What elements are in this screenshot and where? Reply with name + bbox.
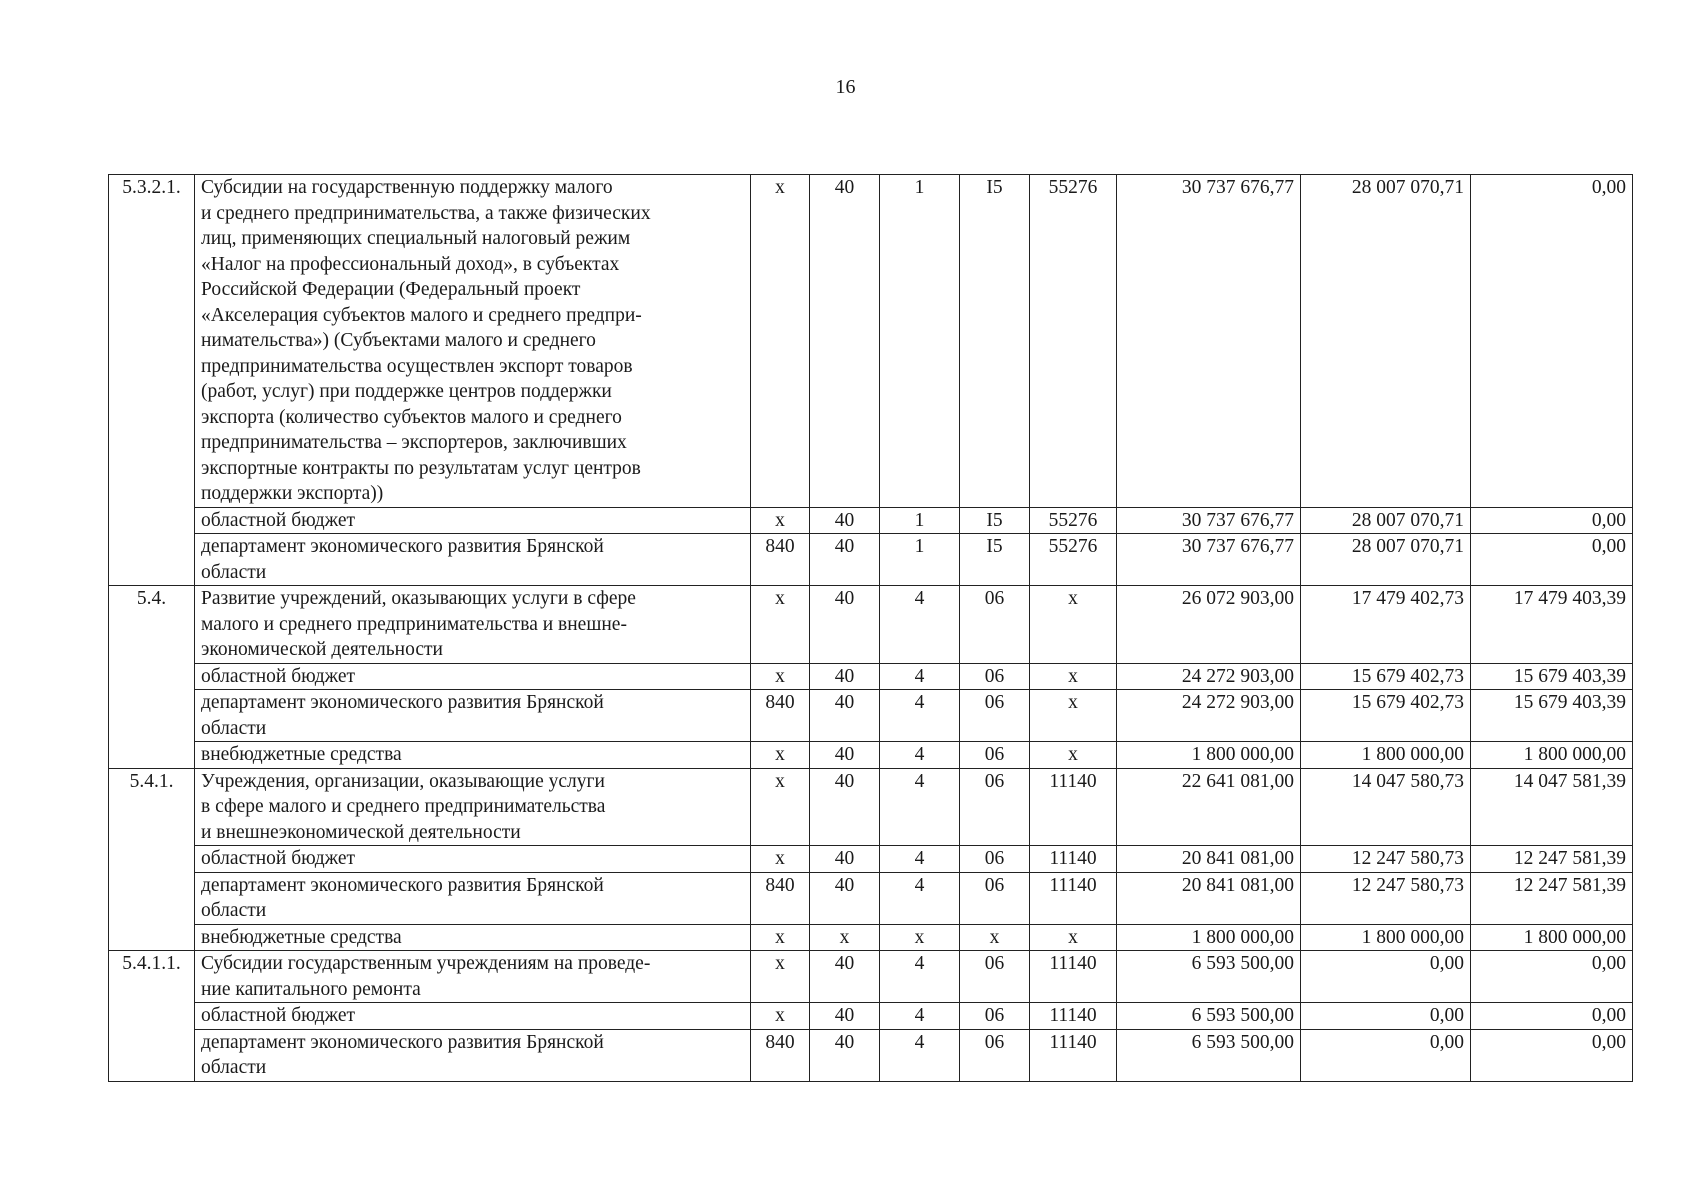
classifier-c2: 40 (810, 768, 880, 846)
amount-v2: 0,00 (1301, 1029, 1471, 1081)
classifier-c1: х (751, 924, 810, 951)
row-name (195, 1003, 751, 1030)
row-name-line: лиц, применяющих специальный налоговый режим (201, 228, 631, 249)
row-code: 5.4.1.1. (109, 951, 195, 1082)
row-name (195, 951, 751, 1003)
row-name-line: «Налог на профессиональный доход», в субъектах (201, 253, 620, 275)
amount-v3: 17 479 403,39 (1471, 586, 1633, 664)
table-row (109, 586, 1633, 664)
classifier-c2: 40 (810, 175, 880, 508)
row-name-line: экономической деятельности (201, 639, 443, 660)
row-name (195, 586, 751, 664)
classifier-c3: 4 (880, 742, 960, 769)
amount-v1: 22 641 081,00 (1117, 768, 1301, 846)
classifier-c1: 840 (751, 1029, 810, 1081)
row-name (195, 846, 751, 873)
classifier-c3: 1 (880, 175, 960, 508)
row-code: 5.4. (109, 586, 195, 769)
classifier-c3: 1 (880, 534, 960, 586)
classifier-c1: х (751, 951, 810, 1003)
row-name-line: областной бюджет (201, 665, 356, 687)
row-name-line: экспорта (количество субъектов малого и среднего (201, 406, 622, 428)
amount-v3: 0,00 (1471, 951, 1633, 1003)
classifier-c3: 4 (880, 690, 960, 742)
table-row (109, 742, 1633, 769)
amount-v2: 28 007 070,71 (1301, 507, 1471, 534)
classifier-c1: 840 (751, 534, 810, 586)
amount-v1: 6 593 500,00 (1117, 951, 1301, 1003)
row-name-line: области (201, 900, 267, 921)
amount-v3: 0,00 (1471, 1003, 1633, 1030)
classifier-c3: 4 (880, 768, 960, 846)
row-name-line: департамент экономического развития Брянской (201, 1031, 604, 1053)
amount-v1: 1 800 000,00 (1117, 924, 1301, 951)
row-name-line: предпринимательства – экспортеров, заключивших (201, 432, 627, 453)
amount-v3: 0,00 (1471, 175, 1633, 508)
classifier-c3: 4 (880, 872, 960, 924)
amount-v2: 1 800 000,00 (1301, 924, 1471, 951)
row-name-line: (работ, услуг) при поддержке центров поддержки (201, 381, 612, 402)
table-row (109, 768, 1633, 846)
amount-v3: 0,00 (1471, 534, 1633, 586)
row-name-line: Российской Федерации (Федеральный проект (201, 279, 581, 300)
classifier-c5: х (1030, 742, 1117, 769)
amount-v2: 0,00 (1301, 951, 1471, 1003)
budget-table-body (109, 175, 1633, 1082)
classifier-c3: 4 (880, 1029, 960, 1081)
classifier-c4: 06 (960, 846, 1030, 873)
classifier-c1: х (751, 1003, 810, 1030)
classifier-c5: 11140 (1030, 768, 1117, 846)
amount-v2: 15 679 402,73 (1301, 690, 1471, 742)
amount-v2: 15 679 402,73 (1301, 663, 1471, 690)
row-name-line: области (201, 1057, 267, 1078)
amount-v3: 0,00 (1471, 1029, 1633, 1081)
amount-v2: 0,00 (1301, 1003, 1471, 1030)
amount-v2: 14 047 580,73 (1301, 768, 1471, 846)
table-row (109, 690, 1633, 742)
row-name-line: области (201, 717, 267, 739)
row-name-line: ние капитального ремонта (201, 978, 421, 1000)
classifier-c1: х (751, 175, 810, 508)
row-name (195, 690, 751, 742)
row-name-line: поддержки экспорта)) (201, 483, 384, 504)
row-name-line: Субсидии на государственную поддержку малого (201, 177, 613, 198)
classifier-c4: 06 (960, 663, 1030, 690)
classifier-c2: 40 (810, 846, 880, 873)
table-row (109, 175, 1633, 508)
classifier-c4: 06 (960, 872, 1030, 924)
row-name-line: малого и среднего предпринимательства и внешне- (201, 613, 627, 635)
row-name-line: областной бюджет (201, 1005, 356, 1026)
classifier-c2: 40 (810, 507, 880, 534)
amount-v1: 6 593 500,00 (1117, 1029, 1301, 1081)
row-name-line: и среднего предпринимательства, а также физических (201, 202, 651, 224)
classifier-c4: 06 (960, 690, 1030, 742)
classifier-c4: I5 (960, 534, 1030, 586)
classifier-c3: 4 (880, 586, 960, 664)
table-row (109, 872, 1633, 924)
classifier-c1: х (751, 507, 810, 534)
row-name (195, 1029, 751, 1081)
table-row (109, 951, 1633, 1003)
row-name-line: «Акселерация субъектов малого и среднего предпри- (201, 304, 642, 326)
amount-v3: 12 247 581,39 (1471, 846, 1633, 873)
amount-v2: 12 247 580,73 (1301, 846, 1471, 873)
amount-v3: 14 047 581,39 (1471, 768, 1633, 846)
amount-v1: 30 737 676,77 (1117, 175, 1301, 508)
classifier-c5: 11140 (1030, 951, 1117, 1003)
classifier-c4: 06 (960, 1029, 1030, 1081)
row-name-line: экспортные контракты по результатам услуг центров (201, 457, 641, 479)
classifier-c1: х (751, 742, 810, 769)
row-name-line: областной бюджет (201, 848, 356, 869)
row-name (195, 663, 751, 690)
table-row (109, 534, 1633, 586)
row-name-line: областной бюджет (201, 509, 356, 531)
amount-v1: 26 072 903,00 (1117, 586, 1301, 664)
classifier-c1: х (751, 663, 810, 690)
amount-v3: 15 679 403,39 (1471, 690, 1633, 742)
classifier-c1: х (751, 768, 810, 846)
classifier-c1: 840 (751, 872, 810, 924)
classifier-c1: 840 (751, 690, 810, 742)
classifier-c5: 11140 (1030, 1003, 1117, 1030)
classifier-c4: 06 (960, 951, 1030, 1003)
amount-v1: 6 593 500,00 (1117, 1003, 1301, 1030)
row-name-line: внебюджетные средства (201, 744, 402, 765)
classifier-c3: 4 (880, 951, 960, 1003)
row-name-line: Развитие учреждений, оказывающих услуги в сфере (201, 588, 636, 609)
classifier-c4: 06 (960, 742, 1030, 769)
classifier-c4: х (960, 924, 1030, 951)
table-row (109, 1029, 1633, 1081)
classifier-c5: х (1030, 924, 1117, 951)
amount-v1: 20 841 081,00 (1117, 872, 1301, 924)
row-name-line: в сфере малого и среднего предпринимательства (201, 796, 606, 817)
amount-v1: 24 272 903,00 (1117, 663, 1301, 690)
amount-v1: 30 737 676,77 (1117, 507, 1301, 534)
row-name (195, 507, 751, 534)
row-name-line: Учреждения, организации, оказывающие услуги (201, 770, 605, 792)
classifier-c5: 11140 (1030, 1029, 1117, 1081)
classifier-c4: I5 (960, 175, 1030, 508)
classifier-c4: 06 (960, 768, 1030, 846)
row-name-line: предпринимательства осуществлен экспорт товаров (201, 355, 633, 377)
classifier-c2: 40 (810, 586, 880, 664)
classifier-c5: х (1030, 586, 1117, 664)
amount-v1: 24 272 903,00 (1117, 690, 1301, 742)
classifier-c2: х (810, 924, 880, 951)
row-name-line: Субсидии государственным учреждениям на проведе- (201, 953, 651, 974)
classifier-c2: 40 (810, 663, 880, 690)
row-name-line: департамент экономического развития Брянской (201, 692, 604, 713)
classifier-c4: I5 (960, 507, 1030, 534)
classifier-c5: 55276 (1030, 507, 1117, 534)
classifier-c3: х (880, 924, 960, 951)
classifier-c5: 55276 (1030, 534, 1117, 586)
classifier-c5: х (1030, 663, 1117, 690)
row-name-line: и внешнеэкономической деятельности (201, 821, 521, 843)
amount-v1: 20 841 081,00 (1117, 846, 1301, 873)
classifier-c1: х (751, 846, 810, 873)
row-name-line: области (201, 561, 267, 583)
amount-v3: 12 247 581,39 (1471, 872, 1633, 924)
amount-v1: 30 737 676,77 (1117, 534, 1301, 586)
classifier-c2: 40 (810, 1003, 880, 1030)
row-name-line: нимательства») (Субъектами малого и среднего (201, 330, 596, 351)
classifier-c5: х (1030, 690, 1117, 742)
row-name (195, 924, 751, 951)
classifier-c2: 40 (810, 690, 880, 742)
amount-v1: 1 800 000,00 (1117, 742, 1301, 769)
classifier-c4: 06 (960, 586, 1030, 664)
amount-v2: 28 007 070,71 (1301, 175, 1471, 508)
classifier-c2: 40 (810, 534, 880, 586)
classifier-c2: 40 (810, 1029, 880, 1081)
table-row (109, 507, 1633, 534)
amount-v3: 15 679 403,39 (1471, 663, 1633, 690)
classifier-c1: х (751, 586, 810, 664)
row-name (195, 175, 751, 508)
amount-v3: 0,00 (1471, 507, 1633, 534)
row-name (195, 534, 751, 586)
classifier-c2: 40 (810, 951, 880, 1003)
table-row (109, 1003, 1633, 1030)
table-row (109, 846, 1633, 873)
classifier-c4: 06 (960, 1003, 1030, 1030)
row-name-line: департамент экономического развития Брянской (201, 874, 604, 896)
amount-v2: 28 007 070,71 (1301, 534, 1471, 586)
row-name (195, 742, 751, 769)
row-code: 5.3.2.1. (109, 175, 195, 586)
table-row (109, 663, 1633, 690)
budget-table (108, 174, 1633, 1082)
page-number: 16 (835, 76, 856, 98)
amount-v2: 1 800 000,00 (1301, 742, 1471, 769)
classifier-c2: 40 (810, 742, 880, 769)
classifier-c3: 1 (880, 507, 960, 534)
row-name (195, 872, 751, 924)
classifier-c5: 55276 (1030, 175, 1117, 508)
amount-v3: 1 800 000,00 (1471, 924, 1633, 951)
amount-v2: 12 247 580,73 (1301, 872, 1471, 924)
row-name-line: департамент экономического развития Брянской (201, 536, 604, 557)
classifier-c3: 4 (880, 663, 960, 690)
amount-v2: 17 479 402,73 (1301, 586, 1471, 664)
row-code: 5.4.1. (109, 768, 195, 951)
row-name-line: внебюджетные средства (201, 926, 402, 948)
classifier-c5: 11140 (1030, 872, 1117, 924)
classifier-c5: 11140 (1030, 846, 1117, 873)
amount-v3: 1 800 000,00 (1471, 742, 1633, 769)
row-name (195, 768, 751, 846)
table-row (109, 924, 1633, 951)
classifier-c3: 4 (880, 1003, 960, 1030)
classifier-c2: 40 (810, 872, 880, 924)
classifier-c3: 4 (880, 846, 960, 873)
